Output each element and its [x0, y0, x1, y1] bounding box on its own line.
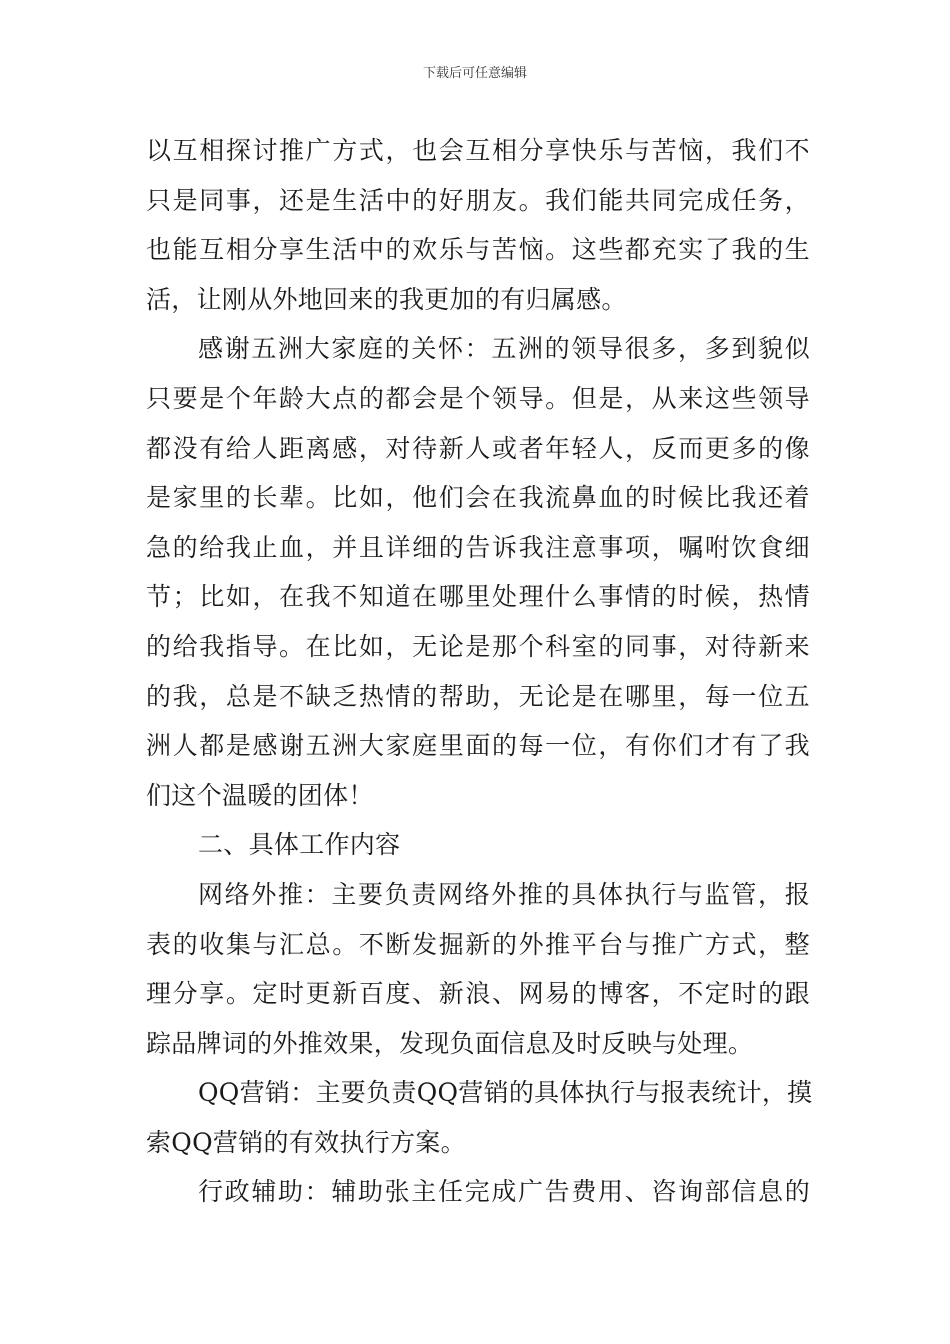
text-line: 只要是个年龄大点的都会是个领导。但是，从来这些领导	[146, 383, 810, 413]
section-heading: 二、具体工作内容	[198, 830, 401, 860]
text-line: 是家里的长辈。比如，他们会在我流鼻血的时候比我还着	[146, 483, 810, 513]
text-line: 踪品牌词的外推效果，发现负面信息及时反映与处理。	[146, 1028, 754, 1058]
text-line: 节；比如，在我不知道在哪里处理什么事情的时候，热情	[146, 582, 810, 612]
text-line: 都没有给人距离感，对待新人或者年轻人，反而更多的像	[146, 433, 810, 463]
document-body	[146, 126, 813, 1217]
paragraph-first-line: 网络外推：主要负责网络外推的具体执行与监管，报	[198, 879, 810, 909]
text-line: 洲人都是感谢五洲大家庭里面的每一位，有你们才有了我	[146, 731, 810, 761]
text-line: 活，让刚从外地回来的我更加的有归属感。	[146, 284, 627, 314]
text-line: 的我，总是不缺乏热情的帮助，无论是在哪里，每一位五	[146, 681, 810, 711]
text-line: 索QQ营销的有效执行方案。	[146, 1127, 466, 1157]
paragraph-first-line: QQ营销：主要负责QQ营销的具体执行与报表统计，摸	[198, 1078, 813, 1108]
text-line: 的给我指导。在比如，无论是那个科室的同事，对待新来	[146, 631, 810, 661]
text-line: 急的给我止血，并且详细的告诉我注意事项，嘱咐饮食细	[146, 532, 810, 562]
text-line: 理分享。定时更新百度、新浪、网易的博客，不定时的跟	[146, 979, 810, 1009]
paragraph-first-line: 行政辅助：辅助张主任完成广告费用、咨询部信息的	[198, 1177, 810, 1207]
text-line: 表的收集与汇总。不断发掘新的外推平台与推广方式，整	[146, 929, 810, 959]
text-line: 只是同事，还是生活中的好朋友。我们能共同完成任务，	[146, 185, 810, 215]
text-line: 们这个温暖的团体！	[146, 780, 374, 810]
text-line: 以互相探讨推广方式，也会互相分享快乐与苦恼，我们不	[146, 136, 810, 165]
page-header: 下载后可任意编辑	[422, 66, 527, 81]
paragraph-first-line: 感谢五洲大家庭的关怀：五洲的领导很多，多到貌似	[198, 334, 810, 364]
text-line: 也能互相分享生活中的欢乐与苦恼。这些都充实了我的生	[146, 235, 810, 265]
